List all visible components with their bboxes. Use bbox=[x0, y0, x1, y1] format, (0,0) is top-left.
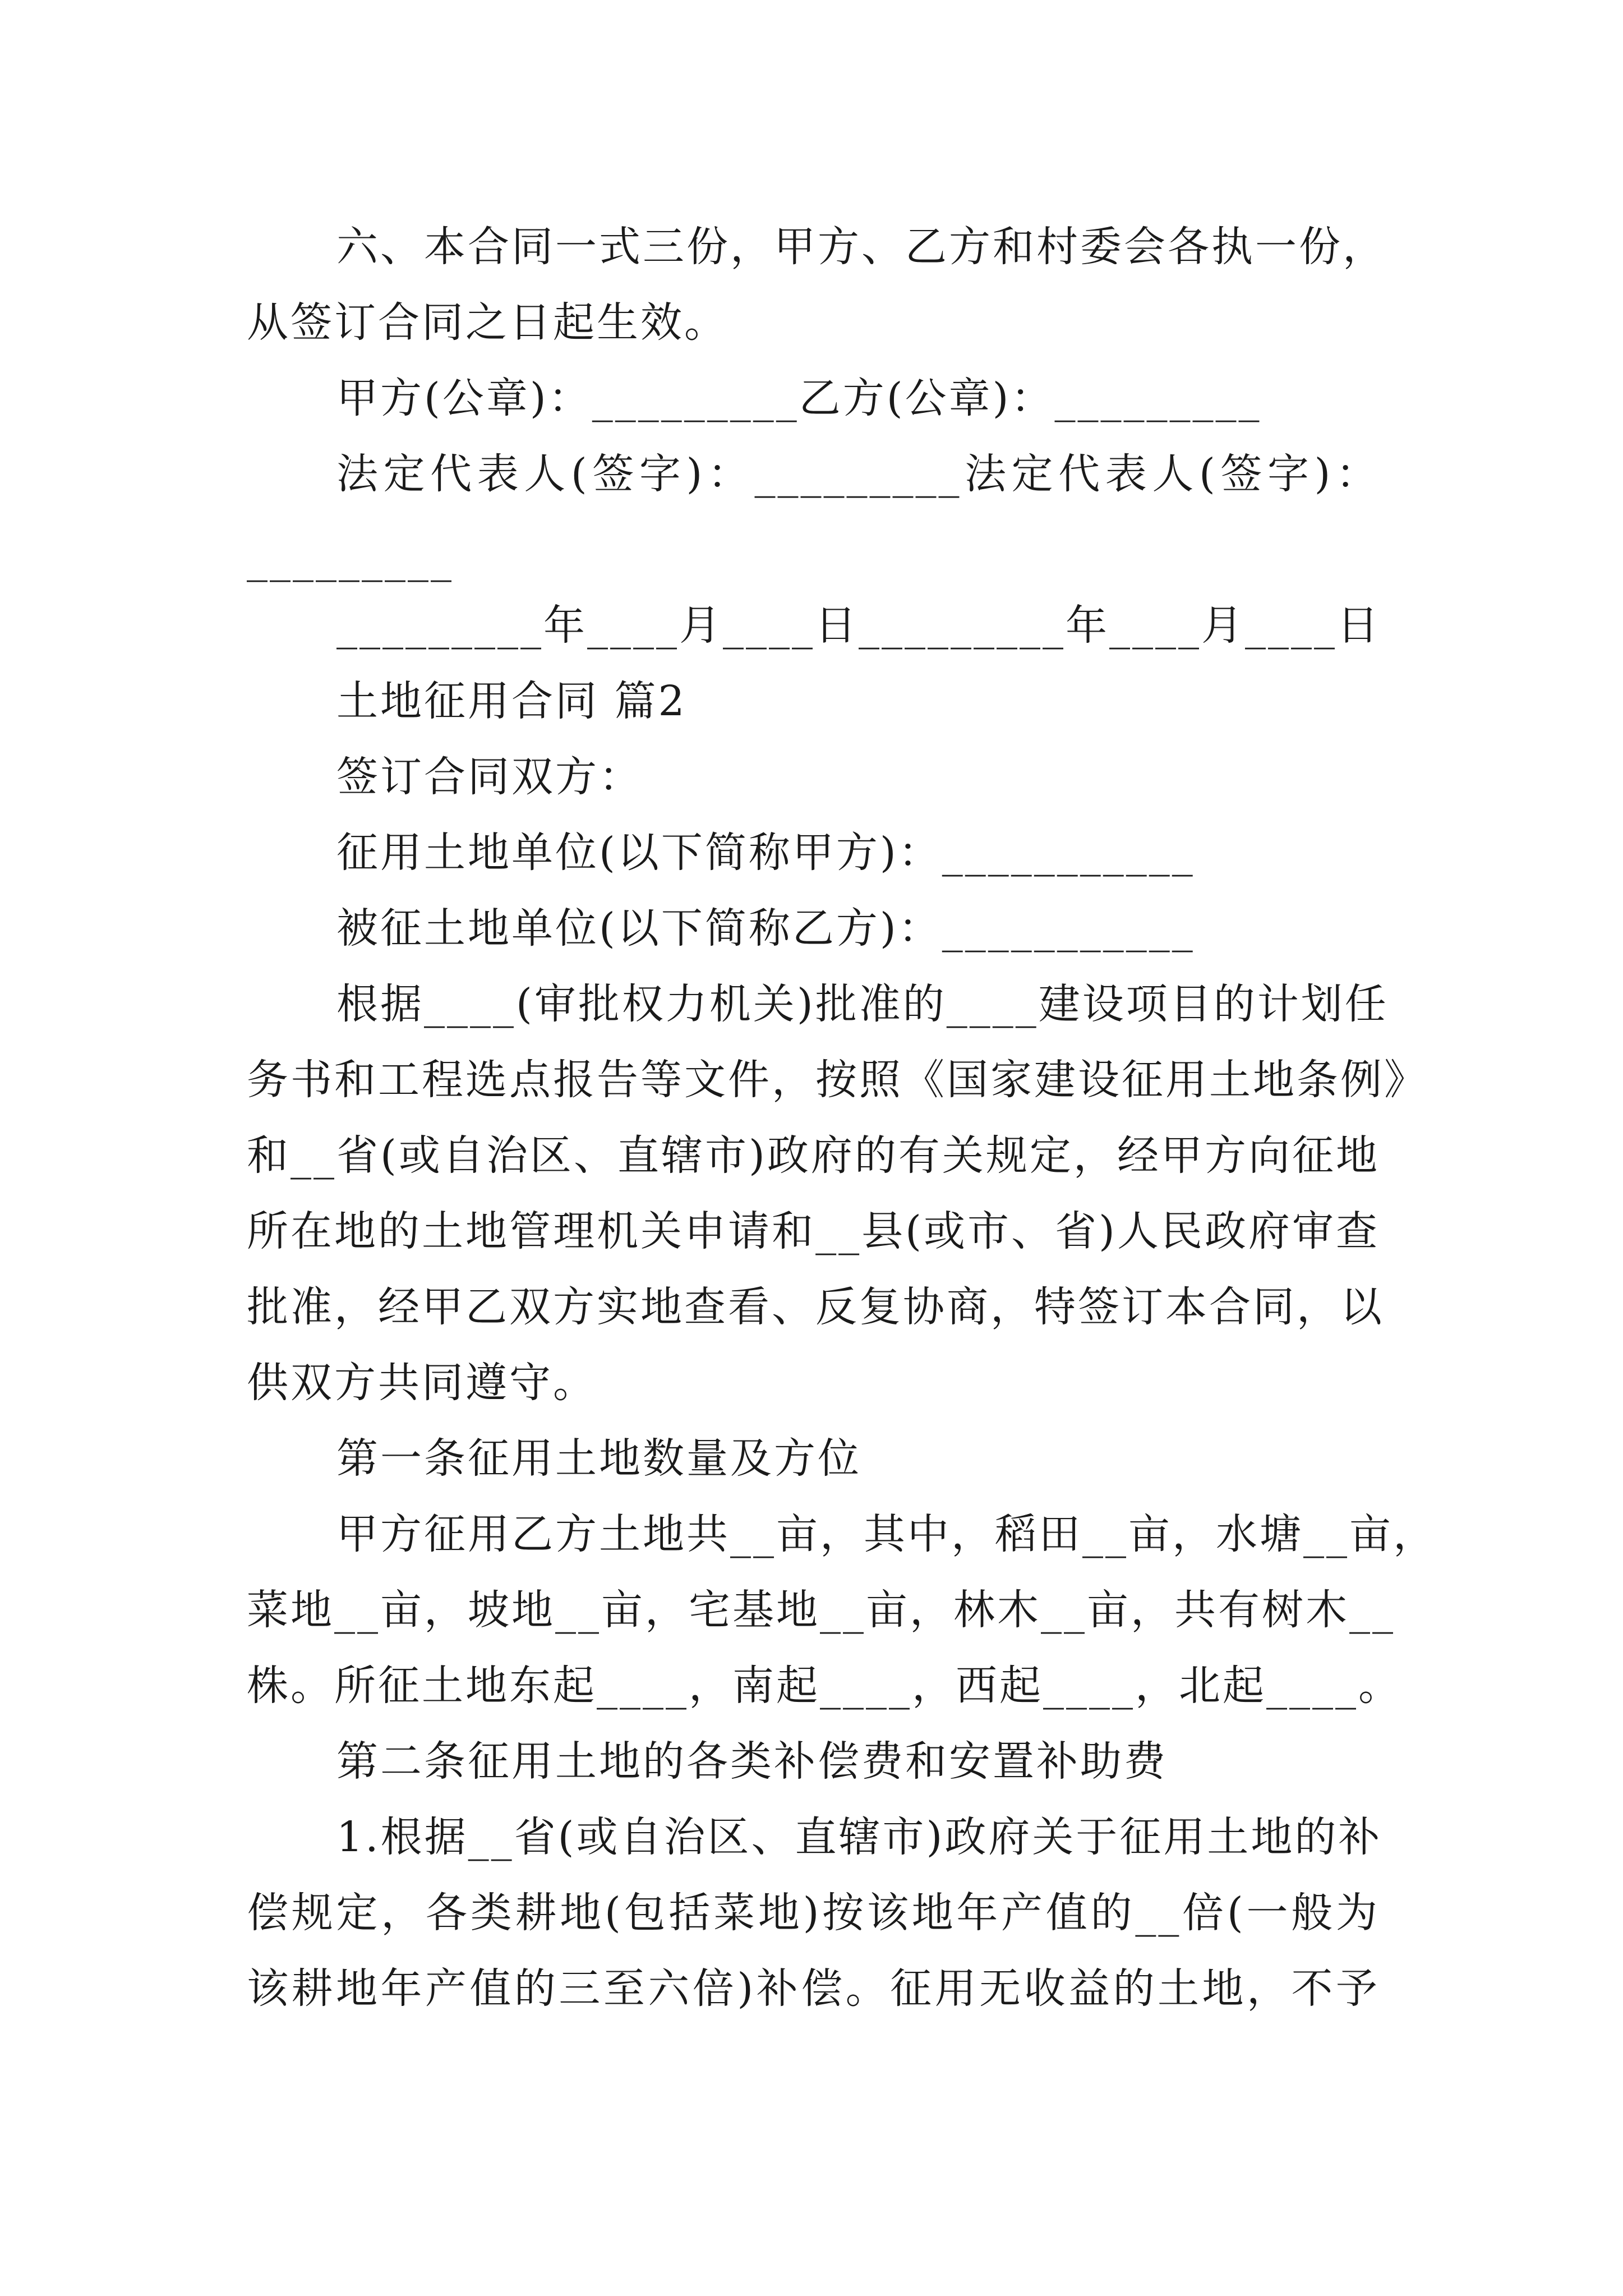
date-line: _________年____月____日_________年____月____日 bbox=[336, 601, 1381, 650]
paragraph-line: 六、本合同一式三份，甲方、乙方和村委会各执一份， bbox=[336, 223, 1386, 271]
party-a-line: 征用土地单位(以下简称甲方)：___________ bbox=[336, 829, 1195, 877]
paragraph-line: 供双方共同遵守。 bbox=[247, 1359, 597, 1407]
paragraph-line: 从签订合同之日起生效。 bbox=[247, 298, 728, 347]
signature-line-representative: 法定代表人(签字)：_________法定代表人(签字)： bbox=[336, 450, 1380, 498]
paragraph-line: 偿规定，各类耕地(包括菜地)按该地年产值的__倍(一般为 bbox=[247, 1889, 1380, 1937]
paragraph-line: 所在地的土地管理机关申请和__县(或市、省)人民政府审查 bbox=[247, 1207, 1380, 1255]
party-b-line: 被征土地单位(以下简称乙方)：___________ bbox=[336, 904, 1195, 953]
signature-line-seal: 甲方(公章)：_________乙方(公章)：_________ bbox=[336, 374, 1262, 422]
paragraph-line: 批准，经甲乙双方实地查看、反复协商，特签订本合同，以 bbox=[247, 1283, 1384, 1331]
paragraph-line: 该耕地年产值的三至六倍)补偿。征用无收益的土地，不予 bbox=[247, 1964, 1380, 2013]
paragraph-line: 务书和工程选点报告等文件，按照《国家建设征用土地条例》 bbox=[247, 1056, 1428, 1104]
article-heading: 第一条征用土地数量及方位 bbox=[336, 1434, 861, 1483]
paragraph-line: 根据____(审批权力机关)批准的____建设项目的计划任 bbox=[336, 980, 1389, 1028]
paragraph-line: 1.根据__省(或自治区、直辖市)政府关于征用土地的补 bbox=[336, 1813, 1382, 1861]
section-title: 土地征用合同 篇2 bbox=[336, 677, 687, 725]
paragraph-line: 签订合同双方： bbox=[336, 753, 643, 801]
article-heading: 第二条征用土地的各类补偿费和安置补助费 bbox=[336, 1737, 1168, 1786]
paragraph-line: 和__省(或自治区、直辖市)政府的有关规定，经甲方向征地 bbox=[247, 1131, 1380, 1180]
signature-blank: _________ bbox=[247, 534, 454, 582]
paragraph-line: 株。所征土地东起____，南起____，西起____，北起____。 bbox=[247, 1662, 1402, 1710]
paragraph-line: 甲方征用乙方土地共__亩，其中，稻田__亩，水塘__亩， bbox=[336, 1510, 1437, 1558]
paragraph-line: 菜地__亩，坡地__亩，宅基地__亩，林木__亩，共有树木__ bbox=[247, 1586, 1395, 1634]
